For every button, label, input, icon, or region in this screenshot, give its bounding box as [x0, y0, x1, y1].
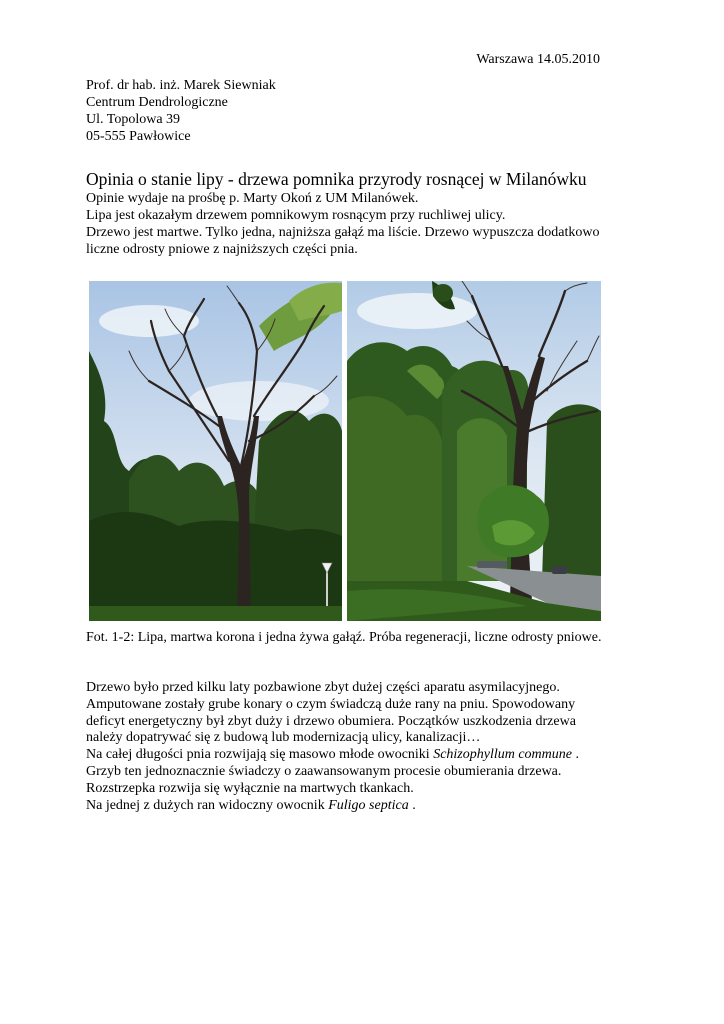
intro-paragraph: [86, 190, 646, 258]
body-line: [86, 747, 646, 764]
body-line: Rozstrzepka rozwija się wyłącznie na martwych tkankach.: [86, 780, 414, 796]
body-line: Amputowane zostały grube konary o czym świadczą duże rany na pniu. Spowodowany: [86, 696, 576, 712]
body-line: Grzyb ten jednoznacznie świadczy o zaawansowanym procesie obumierania drzewa.: [86, 763, 562, 779]
intro-line: liczne odrosty pniowe z najniższych części pnia.: [86, 242, 358, 257]
body-text-segment: Na całej długości pnia rozwijają się masowo młode owocniki: [86, 747, 434, 763]
intro-line: Opinie wydaje na prośbę p. Marty Okoń z UM Milanówek.: [86, 191, 419, 206]
sender-block: [86, 77, 276, 145]
species-name: Fuligo septica: [328, 797, 409, 813]
tree-photo-1: [89, 281, 342, 621]
body-line: deficyt energetyczny był zbyt duży i drzewo obumiera. Początków uszkodzenia drzewa: [86, 713, 576, 729]
letter-date: Warszawa 14.05.2010: [476, 52, 600, 67]
body-text-segment: .: [408, 797, 416, 813]
intro-line: Drzewo jest martwe. Tylko jedna, najniższa gałąź ma liście. Drzewo wypuszcza dodatkowo: [86, 225, 600, 240]
document-title: Opinia o stanie lipy - drzewa pomnika przyrody rosnącej w Milanówku: [86, 169, 587, 189]
body-paragraph: [86, 680, 646, 814]
intro-line: Lipa jest okazałym drzewem pomnikowym rosnącym przy ruchliwej ulicy.: [86, 208, 506, 223]
sender-street: Ul. Topolowa 39: [86, 112, 181, 127]
body-text-segment: .: [572, 747, 579, 763]
sender-institution: Centrum Dendrologiczne: [86, 95, 228, 110]
body-text-segment: Na jednej z dużych ran widoczny owocnik: [86, 797, 329, 813]
tree-photo-2: [347, 281, 601, 621]
photo-pair: [89, 281, 601, 621]
sender-name: Prof. dr hab. inż. Marek Siewniak: [86, 78, 276, 93]
photo-caption: Fot. 1-2: Lipa, martwa korona i jedna żywa gałąź. Próba regeneracji, liczne odrosty pniowe.: [86, 630, 602, 645]
body-line: Drzewo było przed kilku laty pozbawione zbyt dużej części aparatu asymilacyjnego.: [86, 680, 560, 695]
species-name: Schizophyllum commune: [433, 747, 572, 763]
body-line: [86, 798, 646, 815]
sender-postal: 05-555 Pawłowice: [86, 129, 191, 144]
body-line: należy dopatrywać się z budową lub modernizacją ulicy, kanalizacji…: [86, 730, 481, 746]
